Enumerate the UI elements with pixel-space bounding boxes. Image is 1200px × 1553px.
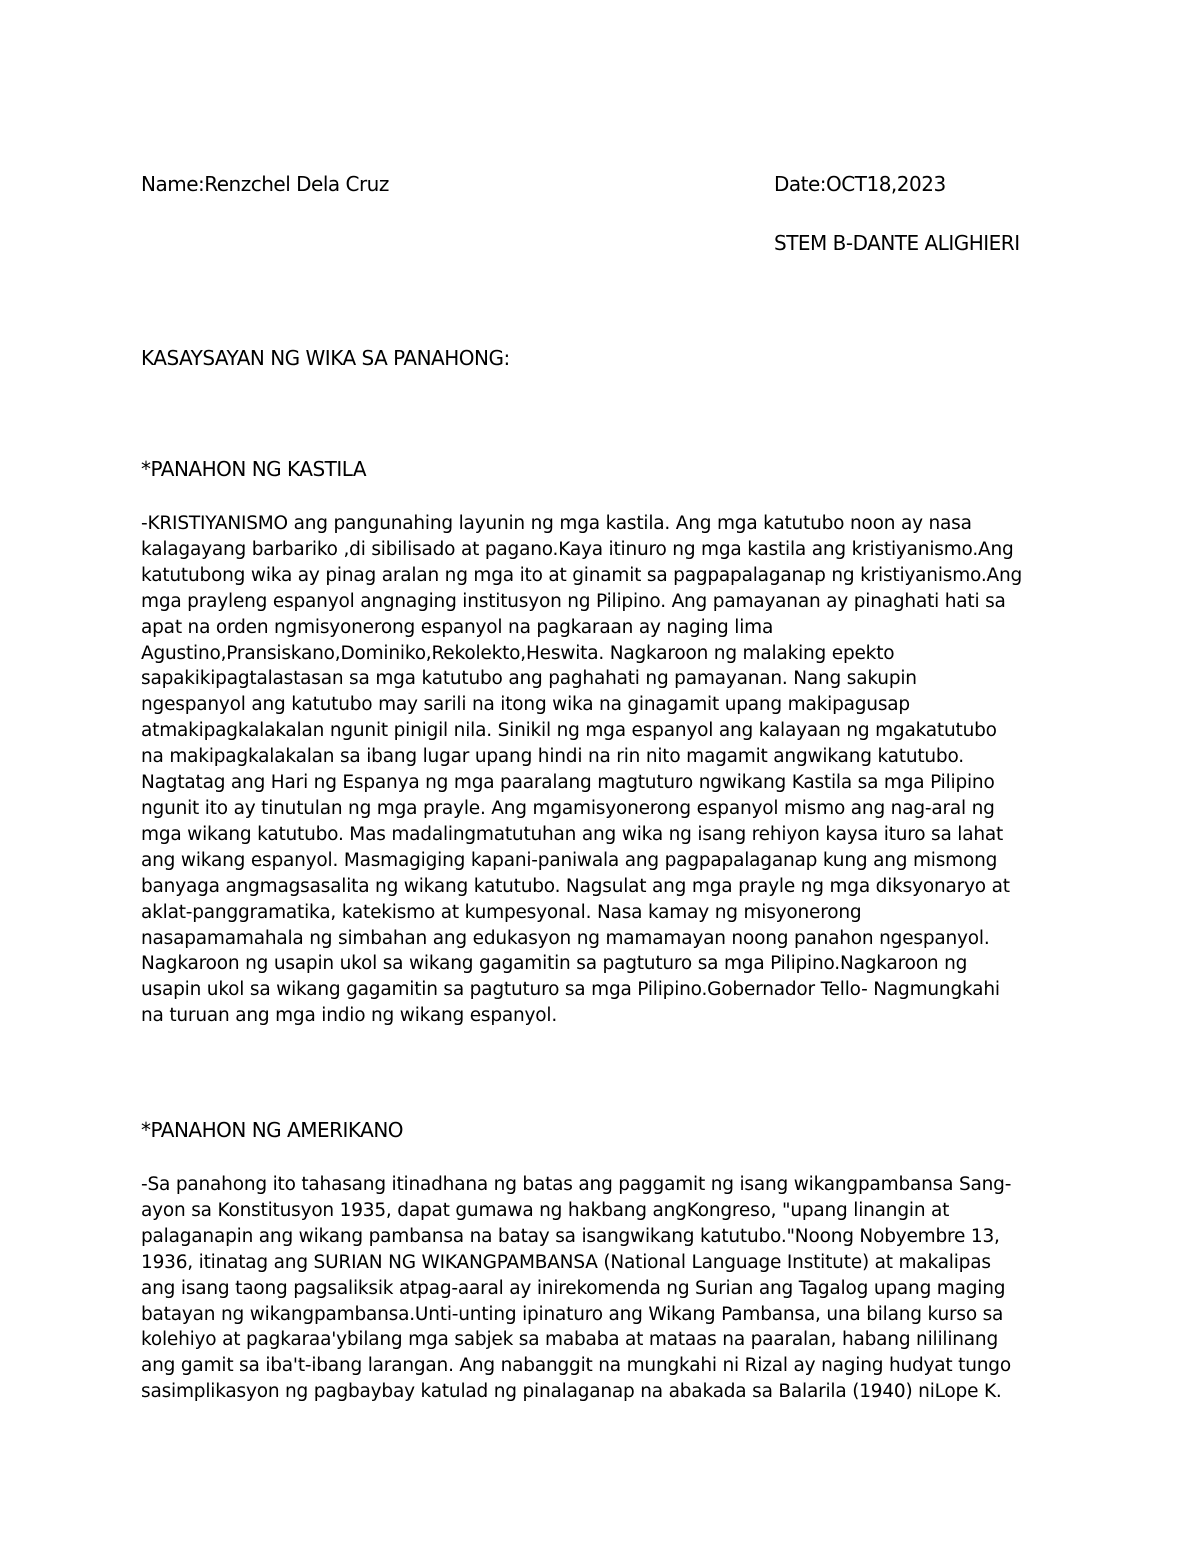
- paragraph-line: nasapamamahala ng simbahan ang edukasyon ng mamamayan noong panahon ngespanyol.: [141, 927, 990, 949]
- paragraph-line: apat na orden ngmisyonerong espanyol na pagkaraan ay naging lima: [141, 616, 774, 638]
- paragraph-line: usapin ukol sa wikang gagamitin sa pagtuturo sa mga Pilipino.Gobernador Tello- Nagmungkahi: [141, 979, 1000, 1001]
- paragraph-line: Nagkaroon ng usapin ukol sa wikang gagamitin sa pagtuturo sa mga Pilipino.Nagkaroon ng: [141, 953, 968, 975]
- paragraph-kastila: [141, 511, 1071, 1029]
- paragraph-line: sapakikipagtalastasan sa mga katutubo ang paghahati ng pamayanan. Nang sakupin: [141, 668, 917, 690]
- date-label: Date:OCT18,2023: [774, 172, 946, 196]
- paragraph-line: -Sa panahong ito tahasang itinadhana ng batas ang paggamit ng isang wikangpambansa Sang-: [141, 1174, 1012, 1195]
- paragraph-line: mga wikang katutubo. Mas madalingmatutuhan ang wika ng isang rehiyon kaysa ituro sa lahat: [141, 823, 1004, 845]
- paragraph-line: ayon sa Konstitusyon 1935, dapat gumawa ng hakbang angKongreso, "upang linangin at: [141, 1199, 950, 1221]
- section-heading-kastila: *PANAHON NG KASTILA: [141, 457, 367, 481]
- paragraph-line: 1936, itinatag ang SURIAN NG WIKANGPAMBANSA (National Language Institute) at makalipas: [141, 1251, 991, 1273]
- paragraph-line: -KRISTIYANISMO ang pangunahing layunin ng mga kastila. Ang mga katutubo noon ay nasa: [141, 513, 972, 534]
- paragraph-line: aklat-panggramatika, katekismo at kumpesyonal. Nasa kamay ng misyonerong: [141, 901, 862, 923]
- paragraph-line: kalagayang barbariko ,di sibilisado at pagano.Kaya itinuro ng mga kastila ang kristiyanismo.Ang: [141, 538, 1014, 560]
- paragraph-line: batayan ng wikangpambansa.Unti-unting ipinaturo ang Wikang Pambansa, una bilang kurso sa: [141, 1303, 1004, 1325]
- paragraph-line: banyaga angmagsasalita ng wikang katutubo. Nagsulat ang mga prayle ng mga diksyonaryo at: [141, 875, 1010, 897]
- document-title: KASAYSAYAN NG WIKA SA PANAHONG:: [141, 346, 510, 370]
- paragraph-line: ang gamit sa iba't-ibang larangan. Ang nabanggit na mungkahi ni Rizal ay naging hudyat tungo: [141, 1355, 1011, 1377]
- section-label: STEM B-DANTE ALIGHIERI: [774, 231, 1020, 255]
- paragraph-line: ngespanyol ang katutubo may sarili na itong wika na ginagamit upang makipagusap: [141, 694, 910, 716]
- paragraph-line: ngunit ito ay tinutulan ng mga prayle. Ang mgamisyonerong espanyol mismo ang nag-aral ng: [141, 797, 995, 819]
- section-heading-amerikano: *PANAHON NG AMERIKANO: [141, 1118, 404, 1142]
- paragraph-line: mga prayleng espanyol angnaging institusyon ng Pilipino. Ang pamayanan ay pinaghati hati sa: [141, 590, 1006, 612]
- paragraph-line: Nagtatag ang Hari ng Espanya ng mga paaralang magtuturo ngwikang Kastila sa mga Pilipino: [141, 772, 995, 794]
- paragraph-line: atmakipagkalakalan ngunit pinigil nila. Sinikil ng mga espanyol ang kalayaan ng mgakatutubo: [141, 720, 997, 742]
- paragraph-line: sasimplikasyon ng pagbaybay katulad ng pinalaganap na abakada sa Balarila (1940) niLope K.: [141, 1381, 1002, 1403]
- paragraph-line: ang isang taong pagsaliksik atpag-aaral ay inirekomenda ng Surian ang Tagalog upang maging: [141, 1277, 1006, 1299]
- paragraph-line: ang wikang espanyol. Masmagiging kapani-paniwala ang pagpapalaganap kung ang mismong: [141, 849, 998, 871]
- paragraph-line: kolehiyo at pagkaraa'ybilang mga sabjek sa mababa at mataas na paaralan, habang nililinang: [141, 1329, 999, 1351]
- paragraph-line: na makipagkalakalan sa ibang lugar upang hindi na rin nito magamit angwikang katutubo.: [141, 746, 964, 768]
- paragraph-line: Agustino,Pransiskano,Dominiko,Rekolekto,Heswita. Nagkaroon ng malaking epekto: [141, 642, 895, 664]
- paragraph-amerikano: [141, 1172, 1071, 1405]
- paragraph-line: katutubong wika ay pinag aralan ng mga ito at ginamit sa pagpapalaganap ng kristiyanismo.Ang: [141, 564, 1023, 586]
- paragraph-line: palaganapin ang wikang pambansa na batay sa isangwikang katutubo."Noong Nobyembre 13,: [141, 1225, 1000, 1247]
- student-name: Name:Renzchel Dela Cruz: [141, 172, 389, 196]
- paragraph-line: na turuan ang mga indio ng wikang espanyol.: [141, 1005, 558, 1027]
